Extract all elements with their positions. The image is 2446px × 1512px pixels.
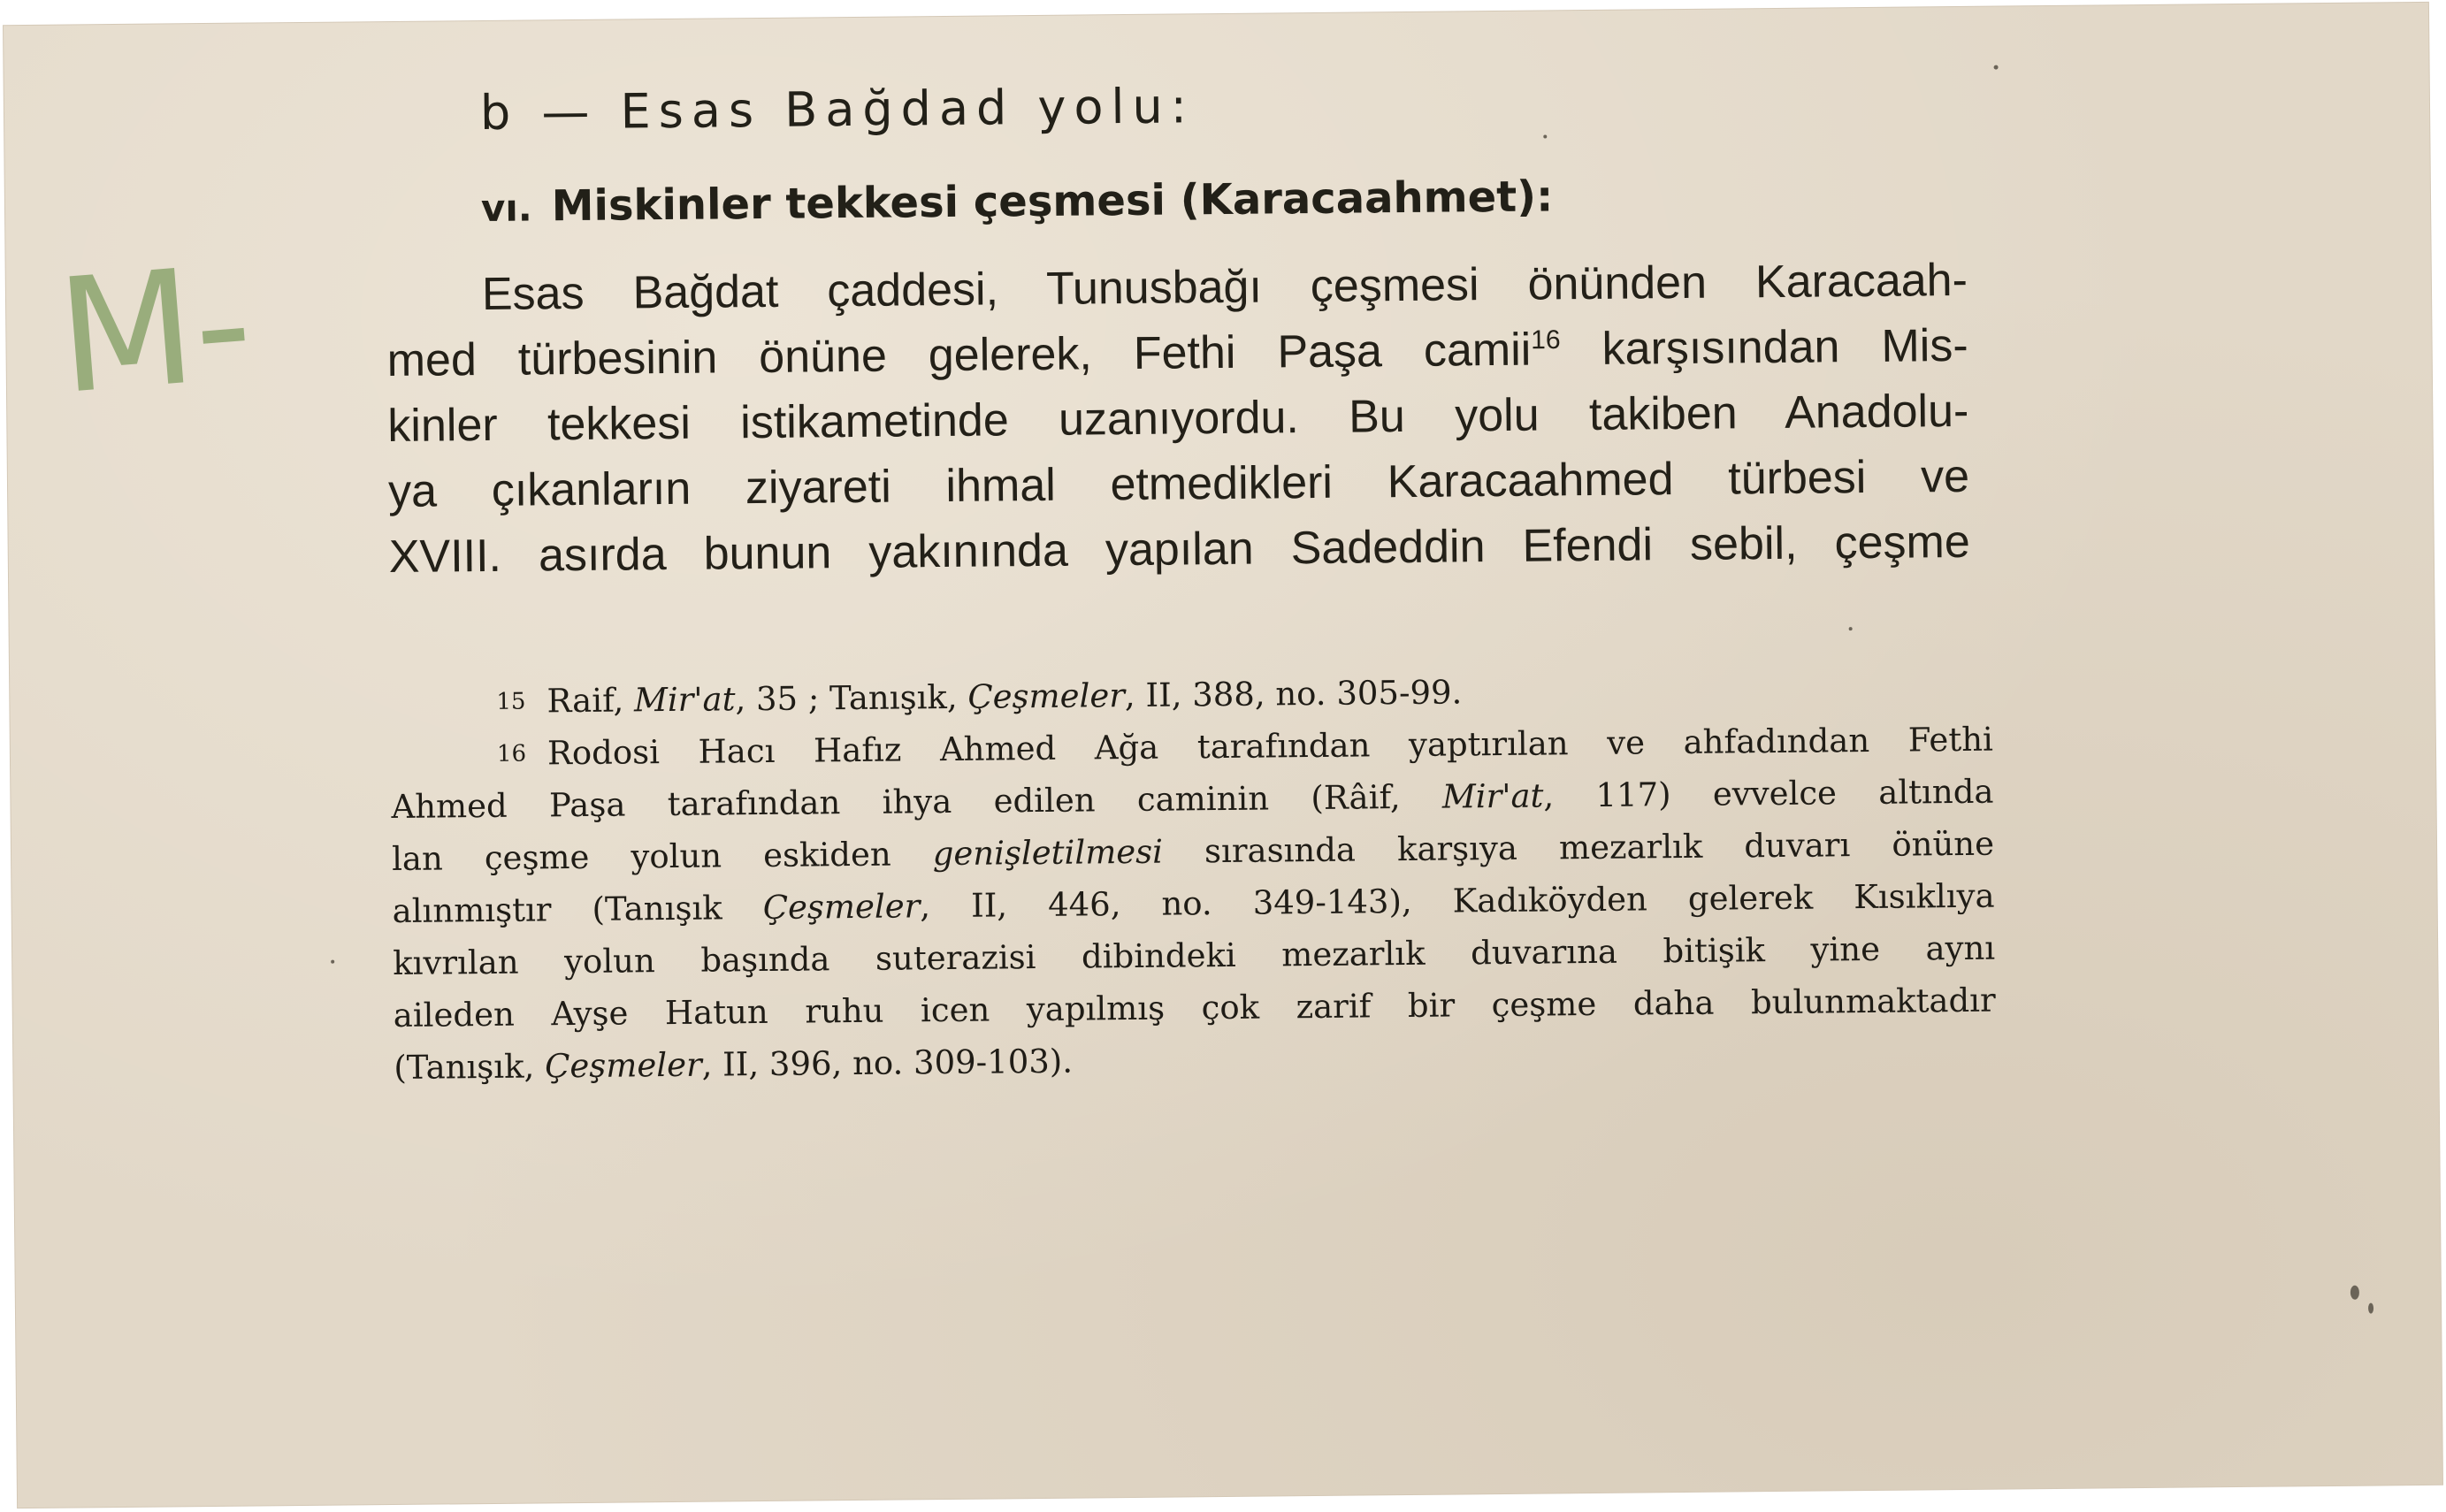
footnote-text: lan çeşme yolun eskiden	[391, 835, 933, 879]
paper-speck	[331, 960, 334, 964]
footnotes	[390, 661, 1996, 1094]
footnote-text: , II, 446, no. 349-143), Kadıköyden gelerek Kısıklıya	[920, 876, 1995, 926]
body-line-text: karşısından Mis-	[1560, 319, 1968, 376]
footnote-text: , II, 396, no. 309-103).	[701, 1042, 1074, 1084]
paper-speck	[1994, 65, 1999, 70]
footnote-text: , 35 ; Tanışık,	[735, 677, 968, 719]
footnote-source-title: Mir'at	[633, 680, 736, 720]
paper-speck	[1849, 627, 1853, 630]
body-line: ya çıkanların ziyareti ihmal etmedikleri Karacaahmed türbesi ve	[387, 450, 1970, 518]
footnote-16-line: kıvrılan yolun başında suterazisi dibindeki mezarlık duvarına bitişik yine aynı	[393, 928, 1996, 983]
body-paragraph	[386, 248, 1970, 590]
index-card	[4, 3, 2442, 1508]
subsection-title: Miskinler tekkesi çeşmesi (Karacaahmet):	[551, 172, 1554, 232]
body-line: Esas Bağdat çaddesi, Tunusbağı çeşmesi önünden Karacaah-	[481, 254, 1968, 321]
footnote-text: sırasında karşıya mezarlık duvarı önüne	[1162, 824, 1995, 871]
footnote-text: , 117) evvelce altında	[1543, 772, 1994, 815]
footnote-source-title: Mir'at	[1441, 776, 1544, 816]
footnote-16-line: aileden Ayşe Hatun ruhu icen yapılmış çok zarif bir çeşme daha bulunmaktadır	[393, 981, 1996, 1035]
footnote-text: alınmıştır (Tanışık	[392, 889, 763, 931]
footnote-text: , II, 388, no. 305-99.	[1124, 673, 1463, 715]
footnote-text: Rodosi Hacı Hafız Ahmed Ağa tarafından yaptırılan ve ahfadından Fethi	[547, 720, 1994, 773]
footnote-italic-word: genişletilmesi	[932, 832, 1164, 874]
paper-speck	[2368, 1303, 2373, 1314]
section-heading: b — Esas Bağdad yolu:	[479, 78, 1196, 141]
footnote-text: Raif,	[547, 681, 635, 721]
footnote-source-title: Çeşmeler	[967, 676, 1126, 716]
footnote-number: 15	[496, 688, 526, 715]
subsection-number: vı.	[480, 186, 532, 231]
paper-speck	[1543, 134, 1547, 138]
paper-speck	[2350, 1286, 2359, 1300]
body-line-text: med türbesinin önüne gelerek, Fethi Paşa camii	[386, 324, 1532, 387]
footnote-source-title: Çeşmeler	[544, 1045, 702, 1086]
footnote-number: 16	[496, 740, 527, 767]
footnote-source-title: Çeşmeler	[762, 887, 921, 928]
footnote-reference-16: 16	[1531, 325, 1561, 355]
footnote-text: (Tanışık,	[394, 1047, 546, 1088]
subsection-heading	[481, 172, 1554, 232]
margin-pencil-mark: M-	[51, 231, 258, 430]
body-line: kinler tekkesi istikametinde uzanıyordu. Bu yolu takiben Anadolu-	[387, 385, 1969, 453]
footnote-text: Ahmed Paşa tarafından ihya edilen caminin (Râif,	[391, 777, 1443, 827]
body-line: XVIII. asırda bunun yakınında yapılan Sadeddin Efendi sebil, çeşme	[388, 515, 1971, 584]
